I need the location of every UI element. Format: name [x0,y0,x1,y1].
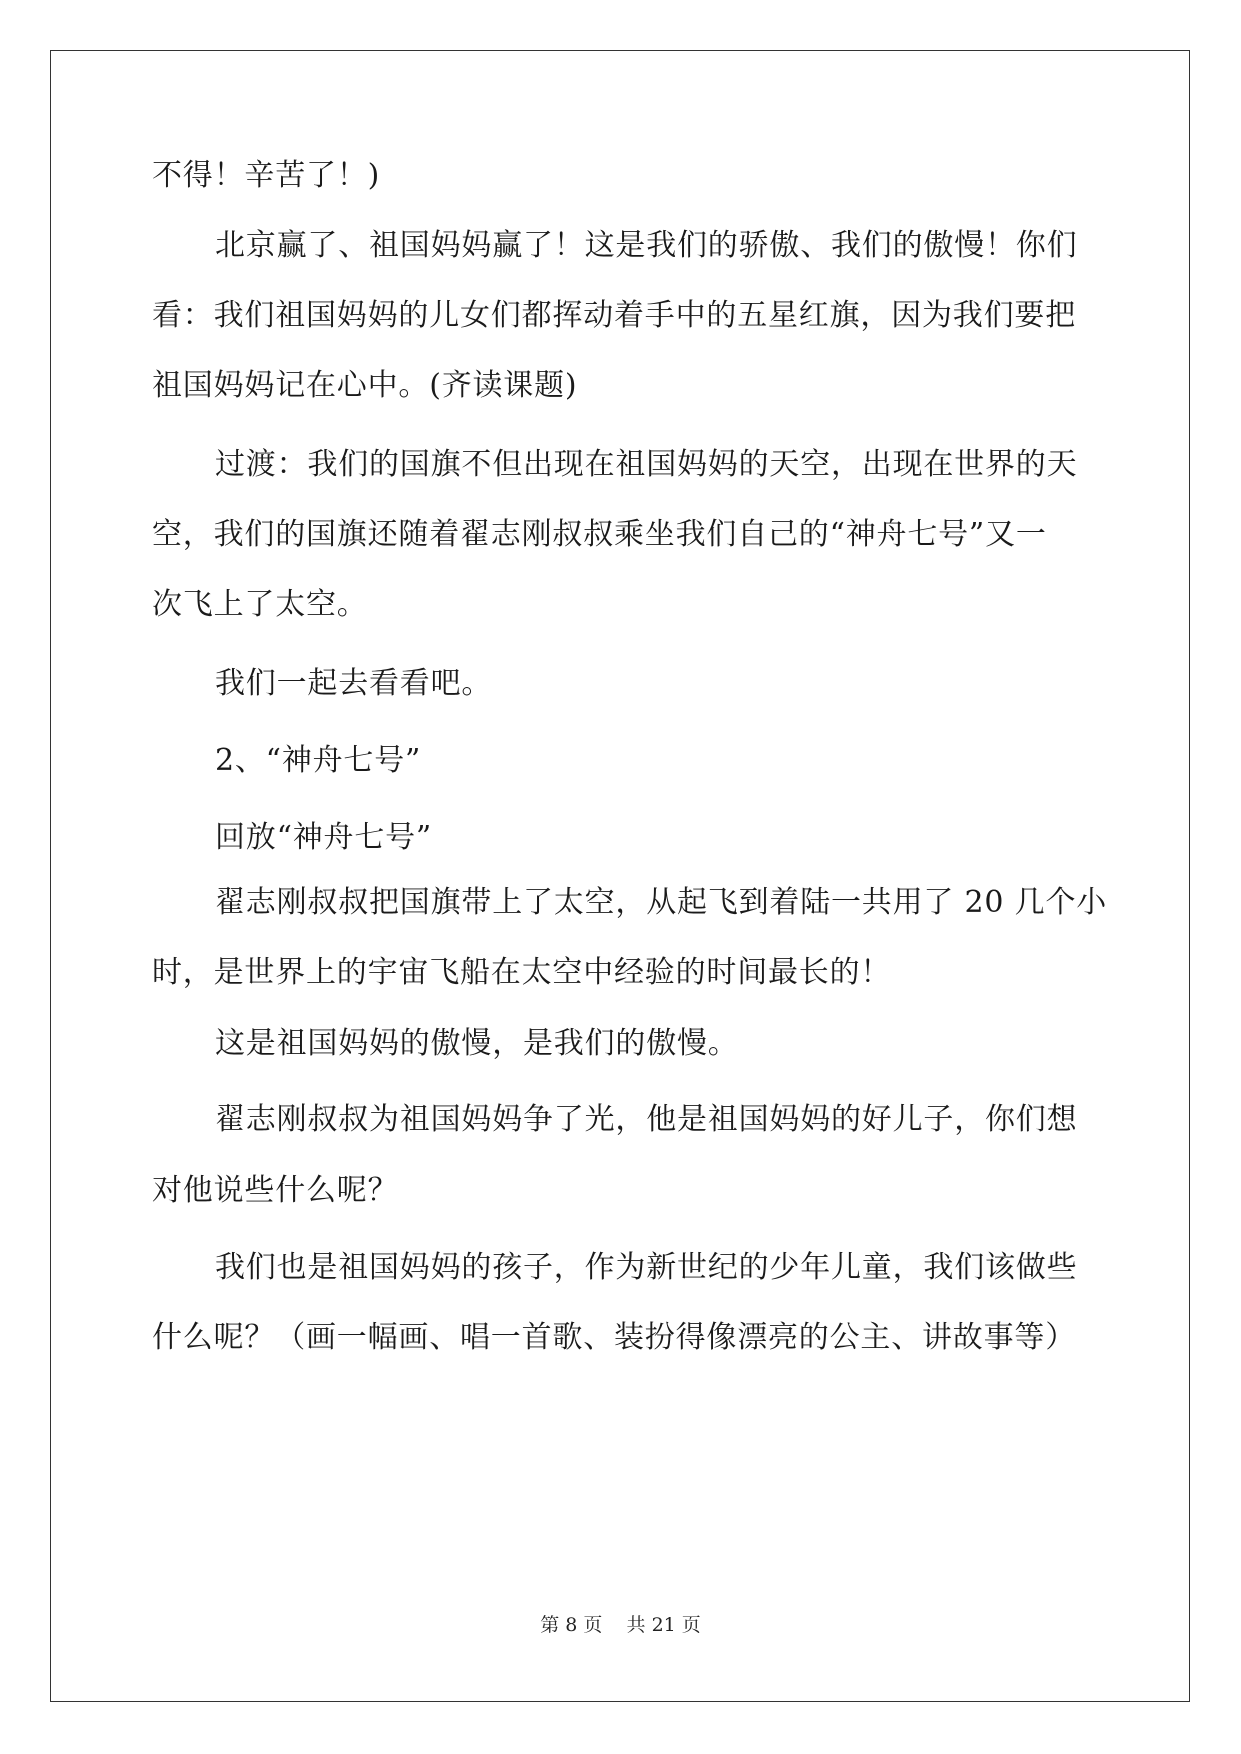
text-line-4: 祖国妈妈记在心中。(齐读课题) [152,368,578,403]
text-line-10: 回放“神舟七号” [215,820,433,855]
text-line-17: 什么呢？（画一幅画、唱一首歌、装扮得像漂亮的公主、讲故事等） [152,1320,1076,1355]
text-line-16: 我们也是祖国妈妈的孩子，作为新世纪的少年儿童，我们该做些 [215,1250,1078,1285]
text-line-5: 过渡：我们的国旗不但出现在祖国妈妈的天空，出现在世界的天 [215,447,1078,482]
text-line-11: 翟志刚叔叔把国旗带上了太空，从起飞到着陆一共用了 20 几个小 [215,885,1108,920]
text-line-2: 北京赢了、祖国妈妈赢了！这是我们的骄傲、我们的傲慢！你们 [215,228,1078,263]
text-line-6: 空，我们的国旗还随着翟志刚叔叔乘坐我们自己的“神舟七号”又一 [152,517,1047,552]
text-line-3: 看：我们祖国妈妈的儿女们都挥动着手中的五星红旗，因为我们要把 [152,298,1076,333]
text-line-12: 时，是世界上的宇宙飞船在太空中经验的时间最长的！ [152,955,892,990]
text-line-1: 不得！辛苦了！) [152,158,381,193]
text-line-15: 对他说些什么呢？ [152,1173,399,1208]
text-line-14: 翟志刚叔叔为祖国妈妈争了光，他是祖国妈妈的好儿子，你们想 [215,1102,1078,1137]
page-number-footer: 第 8 页 共 21 页 [540,1614,701,1636]
text-line-9: 2、“神舟七号” [215,743,422,778]
text-line-8: 我们一起去看看吧。 [215,666,493,701]
text-line-13: 这是祖国妈妈的傲慢，是我们的傲慢。 [215,1026,739,1061]
text-line-7: 次飞上了太空。 [152,587,368,622]
